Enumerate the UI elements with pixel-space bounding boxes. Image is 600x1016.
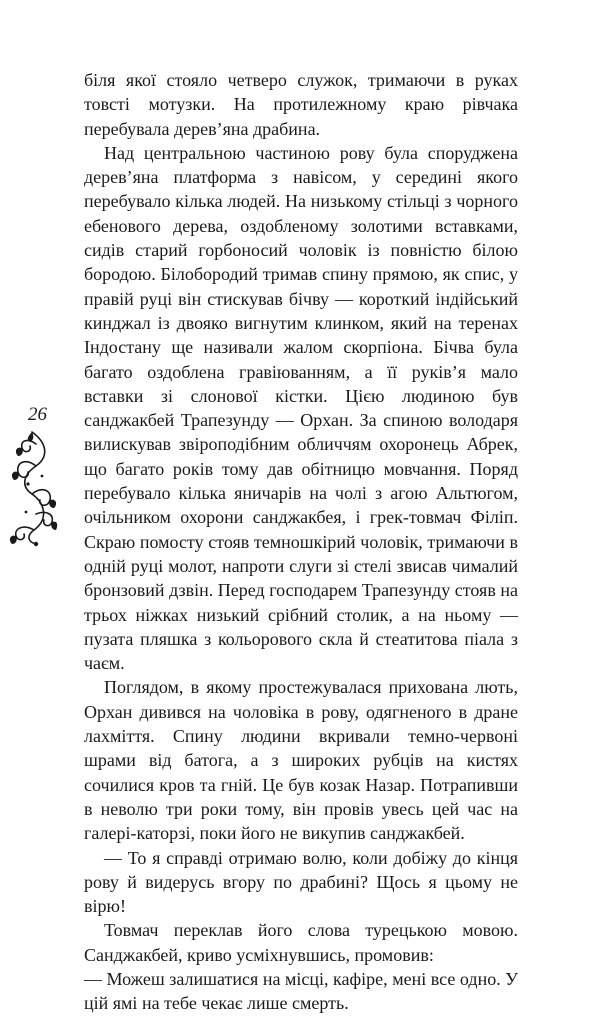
flourish-ornament-icon [6, 428, 58, 548]
page-number: 26 [28, 404, 47, 425]
body-text [84, 68, 518, 1016]
paragraph-2: Над центральною частиною рову була споруджена дерев’яна платформа з навісом, у середині якого перебувало кілька людей. На низькому стільці з чорного ебенового дерева, оздобленому золотими вставками, сидів старий горбоносий чоловік із повністю білою бородою. Білобородий тримав спину прямою, як спис, у правій руці він стискував бічву — короткий індійський кинджал із двояко вигнутим клинком, який на теренах Індостану ще називали жалом скорпіона. Бічва була багато оздоблена гравіюванням, а її руків’я мало вставки зі слонової кістки. Цією людиною був санджакбей Трапезунду — Орхан. За спиною володаря вилискував звіроподібним обличчям охоронець Абрек, що багато років тому дав обітницю мовчання. Поряд перебувало кілька яничарів на чолі з агою Альтюгом, очільником охорони санджакбея, і грек-товмач Філіп. Скраю помосту стояв темношкірий чоловік, тримаючи в одній руці молот, напроти слуги зі стелі звисав чималий бронзовий дзвін. Перед господарем Трапезунду стояв на трьох ніжках низький срібний столик, а на ньому — пузата пляшка з кольорового скла й стеатитова піала з чаєм. [84, 142, 518, 674]
paragraph-6: — Можеш залишатися на місці, кафіре, мені все одно. У цій ямі на тебе чекає лише смерть. [84, 968, 518, 1014]
paragraph-4: — То я справді отримаю волю, коли добіжу до кінця рову й видерусь вгору по драбині? Щось я цьому не вірю! [84, 847, 518, 917]
paragraph-5: Товмач переклав його слова турецькою мовою. Санджакбей, криво усміхнувшись, промовив: [84, 920, 518, 965]
paragraph-1: біля якої стояло четверо служок, тримаючи в руках товсті мотузки. На протилежному краю рівчака перебувала дерев’яна драбина. [84, 70, 518, 139]
paragraph-3: Поглядом, в якому простежувалася прихована лють, Орхан дивився на чоловіка в рову, одягненого в дране лахміття. Спину людини вкривали темно-червоні шрами від батога, а з широких рубців на кистях сочилися кров та гній. Це був козак Назар. Потрапивши в неволю три роки тому, він провів увесь цей час на галері-каторзі, поки його не викупив санджакбей. [84, 677, 518, 844]
